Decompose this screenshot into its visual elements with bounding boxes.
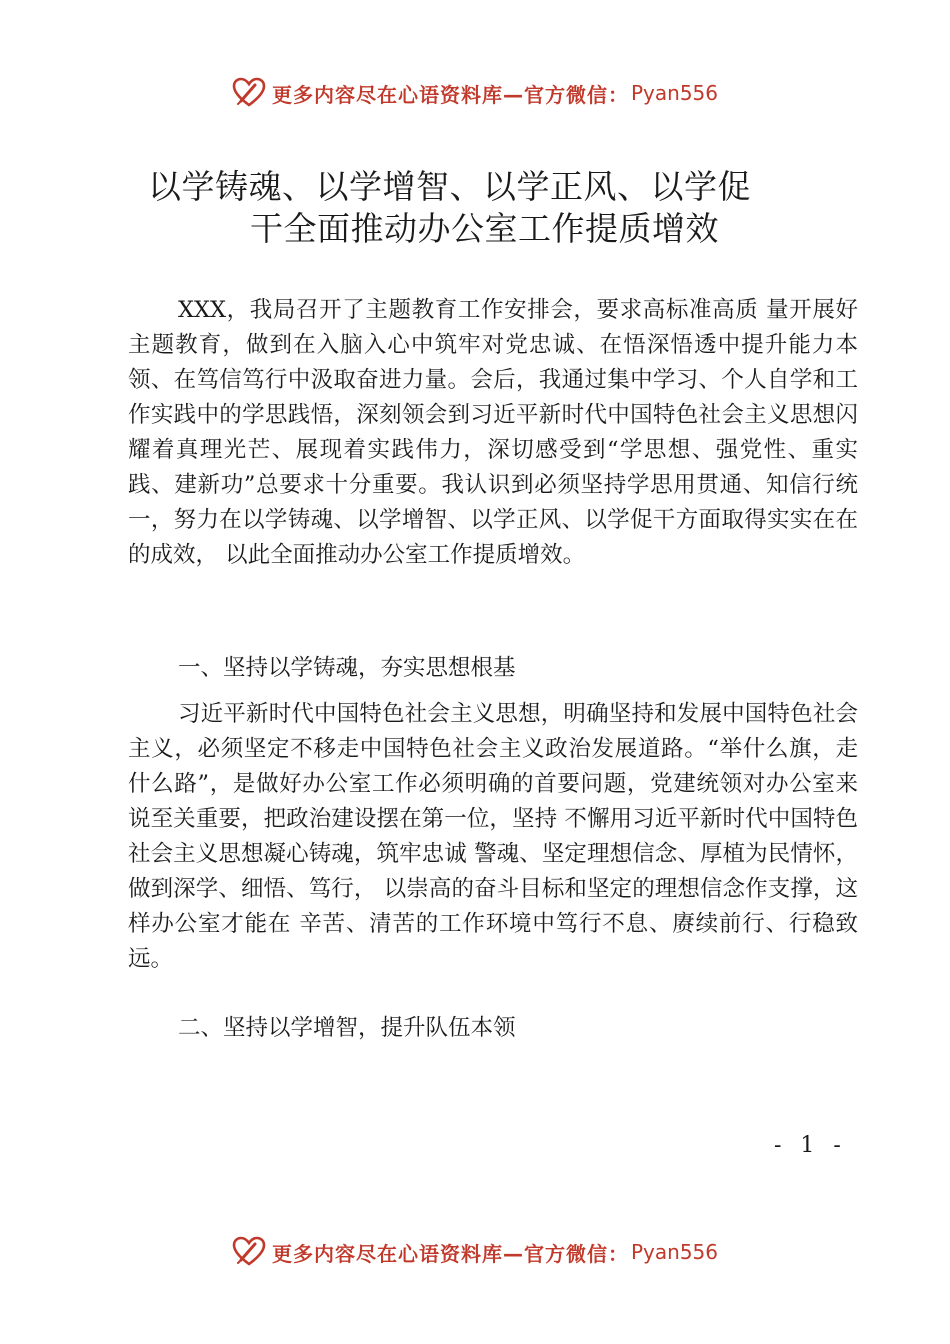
section-heading-2: 二、坚持以学增智，提升队伍本领 xyxy=(178,1015,516,1041)
section-heading-1: 一、坚持以学铸魂，夯实思想根基 xyxy=(178,655,516,681)
wechat-id: Pyan556 xyxy=(630,1240,718,1264)
wechat-id: Pyan556 xyxy=(630,81,718,105)
banner-text: 更多内容尽在心语资料库—官方微信： xyxy=(271,82,629,107)
header-banner xyxy=(0,73,950,113)
heart-pen-logo-icon xyxy=(232,1235,266,1269)
heart-pen-logo-icon xyxy=(232,76,266,110)
banner-text: 更多内容尽在心语资料库—官方微信： xyxy=(271,1241,629,1266)
document-title-line-1: 以学铸魂、以学增智、以学正风、以学促 xyxy=(148,167,751,206)
page-number: - 1 - xyxy=(774,1133,847,1158)
paragraph-section-1: 习近平新时代中国特色社会主义思想，明确坚持和发展中国特色社会主义，必须坚定不移走中国特色社会主义政治发展道路。“举什么旗，走什么路”，是做好办公室工作必须明确的首要问题，党建统领对办公室来说至关重要，把政治建设摆在第一位，坚持 不懈用习近平新时代中国特色社会主义思想凝心铸魂，筑牢忠诚 警魂、坚定理想信念、厚植为民情怀，做到深学、细悟、笃行， 以崇高的奋斗目标和坚定的理想信念作支撑，这样办公室才能在 辛苦、清苦的工作环境中笃行不息、赓续前行、行稳致远。 xyxy=(128,701,858,972)
footer-banner xyxy=(0,1232,950,1272)
paragraph-intro: XXX，我局召开了主题教育工作安排会，要求高标准高质 量开展好主题教育，做到在入脑入心中筑牢对党忠诚、在悟深悟透中提升能力本领、在笃信笃行中汲取奋进力量。会后，我通过集中学习、个人自学和工作实践中的学思践悟，深刻领会到习近平新时代中国特色社会主义思想闪耀着真理光芒、展现着实践伟力，深切感受到“学思想、强党性、重实践、建新功”总要求十分重要。我认识到必须坚持学思用贯通、知信行统一，努力在以学铸魂、以学增智、以学正风、以学促干方面取得实实在在的成效， 以此全面推动办公室工作提质增效。 xyxy=(128,297,858,568)
document-title-line-2: 干全面推动办公室工作提质增效 xyxy=(250,209,719,248)
